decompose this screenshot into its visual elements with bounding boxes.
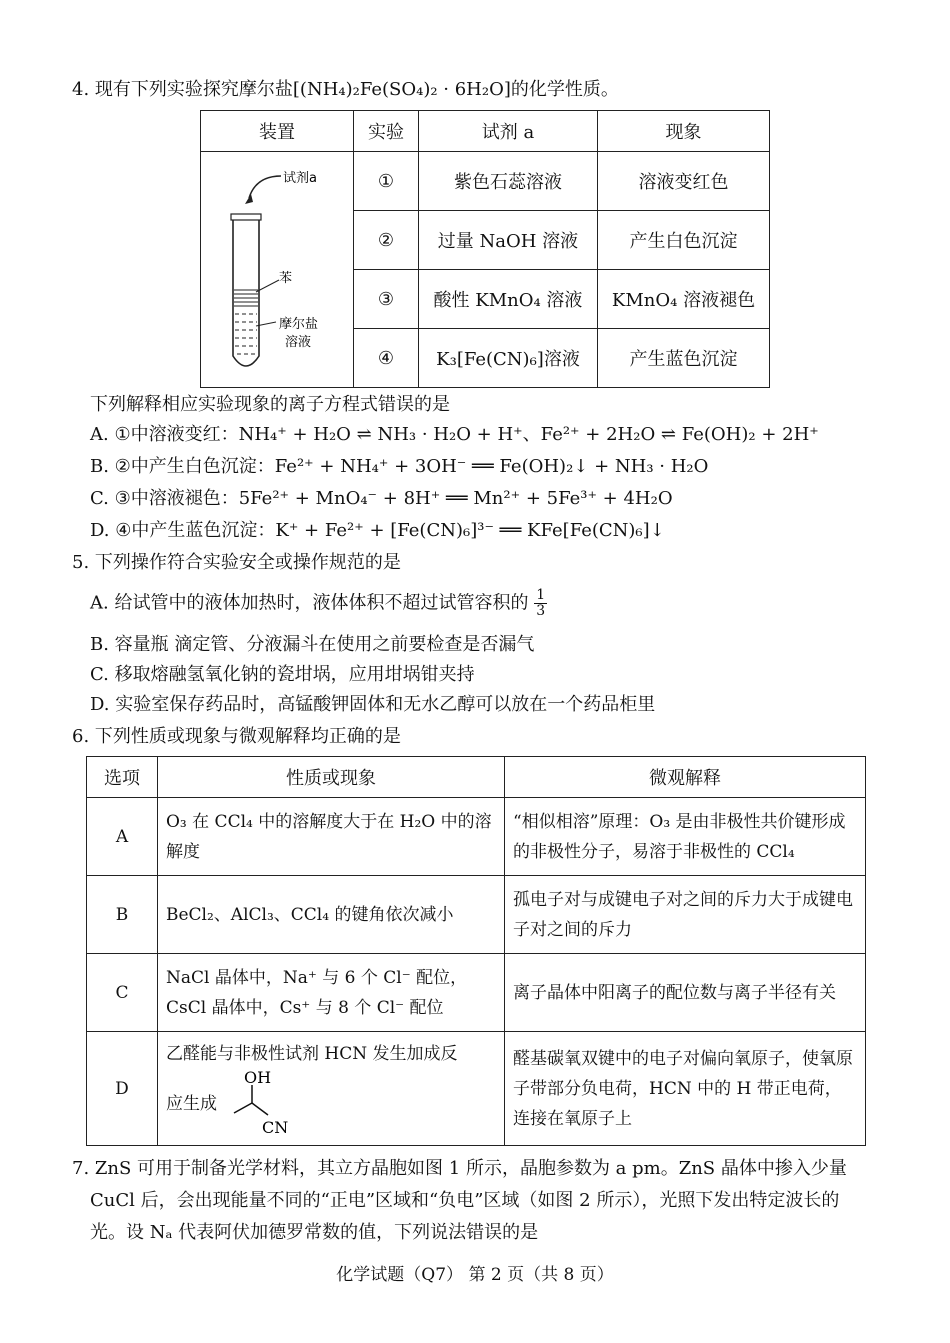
option-d-prefix: 应生成 xyxy=(166,1093,217,1114)
option-a-property: O₃ 在 CCl₄ 中的溶解度大于在 H₂O 中的溶解度 xyxy=(158,798,505,876)
phenomenon-2: 产生白色沉淀 xyxy=(598,211,770,270)
bond-ch3-c xyxy=(234,1103,252,1113)
header-reagent: 试剂 a xyxy=(419,111,598,152)
fraction-one-third xyxy=(534,588,547,619)
q6-stem: 6. 下列性质或现象与微观解释均正确的是 xyxy=(72,726,401,747)
reagent-3: 酸性 KMnO₄ 溶液 xyxy=(419,270,598,329)
q4-option-d: D. ④中产生蓝色沉淀：K⁺ + Fe²⁺ + [Fe(CN)₆]³⁻ ══ KFe[Fe(CN)₆]↓ xyxy=(90,520,665,541)
fraction-denominator: 3 xyxy=(536,603,546,619)
q5-option-b: B. 容量瓶 滴定管、分液漏斗在使用之前要检查是否漏气 xyxy=(90,634,535,655)
option-d-structure-line xyxy=(166,1069,496,1139)
option-d-property xyxy=(158,1032,505,1146)
solution-layer xyxy=(235,314,257,354)
q5-option-a xyxy=(90,588,547,619)
q5-stem: 5. 下列操作符合实验安全或操作规范的是 xyxy=(72,552,401,573)
fraction-numerator: 1 xyxy=(536,587,546,603)
test-tube xyxy=(233,220,259,366)
header-phenomenon: 现象 xyxy=(598,111,770,152)
header-property: 性质或现象 xyxy=(158,757,505,798)
option-a-label: A xyxy=(87,798,158,876)
exp-num-2: ② xyxy=(354,211,419,270)
q4-table xyxy=(200,110,770,388)
q6-row-a xyxy=(87,798,866,876)
option-d-explanation: 醛基碳氧双键中的电子对偏向氧原子，使氧原子带部分负电荷，HCN 中的 H 带正电荷，连接在氧原子上 xyxy=(505,1032,866,1146)
header-apparatus: 装置 xyxy=(201,111,354,152)
oh-group: OH xyxy=(244,1068,272,1087)
q4-option-c: C. ③中溶液褪色：5Fe²⁺ + MnO₄⁻ + 8H⁺ ══ Mn²⁺ + 5Fe³⁺ + 4H₂O xyxy=(90,488,673,509)
phenomenon-3: KMnO₄ 溶液褪色 xyxy=(598,270,770,329)
apparatus-cell xyxy=(201,152,354,388)
q5-option-d: D. 实验室保存药品时，高锰酸钾固体和无水乙醇可以放在一个药品柜里 xyxy=(90,694,656,715)
tube-rim xyxy=(231,214,261,220)
q7-line-2: CuCl 后，会出现能量不同的“正电”区域和“负电”区域（如图 2 所示），光照下发出特定波长的 xyxy=(90,1190,840,1211)
q5-option-a-text: A. 给试管中的液体加热时，液体体积不超过试管容积的 xyxy=(90,592,529,614)
header-experiment: 实验 xyxy=(354,111,419,152)
solution-label-1: 摩尔盐 xyxy=(279,316,319,332)
exp-num-4: ④ xyxy=(354,329,419,388)
q7-line-3: 光。设 Nₐ 代表阿伏加德罗常数的值，下列说法错误的是 xyxy=(90,1222,539,1243)
reagent-label: 试剂a xyxy=(283,170,317,186)
option-c-explanation: 离子晶体中阳离子的配位数与离子半径有关 xyxy=(505,954,866,1032)
header-explanation: 微观解释 xyxy=(505,757,866,798)
q4-row-1 xyxy=(201,152,770,211)
q4-header-row xyxy=(201,111,770,152)
q4-question: 下列解释相应实验现象的离子方程式错误的是 xyxy=(90,394,450,415)
q6-row-c xyxy=(87,954,866,1032)
solution-label-2: 溶液 xyxy=(285,334,312,350)
option-c-property: NaCl 晶体中，Na⁺ 与 6 个 Cl⁻ 配位，CsCl 晶体中，Cs⁺ 与 8 个 Cl⁻ 配位 xyxy=(158,954,505,1032)
option-d-property-line1: 乙醛能与非极性试剂 HCN 发生加成反 xyxy=(166,1043,458,1064)
q6-header-row xyxy=(87,757,866,798)
reagent-arrow xyxy=(249,176,281,198)
q5-option-c: C. 移取熔融氢氧化钠的瓷坩埚，应用坩埚钳夹持 xyxy=(90,664,475,685)
reagent-4: K₃[Fe(CN)₆]溶液 xyxy=(419,329,598,388)
q4-stem: 4. 现有下列实验探究摩尔盐[(NH₄)₂Fe(SO₄)₂ · 6H₂O]的化学性质。 xyxy=(72,79,619,100)
option-b-explanation: 孤电子对与成键电子对之间的斥力大于成键电子对之间的斥力 xyxy=(505,876,866,954)
q6-row-b xyxy=(87,876,866,954)
page-footer: 化学试题（Q7） 第 2 页（共 8 页） xyxy=(336,1265,614,1285)
q4-option-b: B. ②中产生白色沉淀：Fe²⁺ + NH₄⁺ + 3OH⁻ ══ Fe(OH)₂↓ + NH₃ · H₂O xyxy=(90,456,709,477)
phenomenon-1: 溶液变红色 xyxy=(598,152,770,211)
cyanohydrin-structure xyxy=(228,1069,298,1139)
option-d-label: D xyxy=(87,1032,158,1146)
option-b-property: BeCl₂、AlCl₃、CCl₄ 的键角依次减小 xyxy=(158,876,505,954)
arrow-head xyxy=(245,194,253,204)
header-option: 选项 xyxy=(87,757,158,798)
q7-line-1: 7. ZnS 可用于制备光学材料，其立方晶胞如图 1 所示，晶胞参数为 a pm。ZnS 晶体中掺入少量 xyxy=(72,1158,847,1179)
phenomenon-4: 产生蓝色沉淀 xyxy=(598,329,770,388)
reagent-1: 紫色石蕊溶液 xyxy=(419,152,598,211)
exp-num-1: ① xyxy=(354,152,419,211)
option-c-label: C xyxy=(87,954,158,1032)
q4-option-a: A. ①中溶液变红：NH₄⁺ + H₂O ⇌ NH₃ · H₂O + H⁺、Fe²⁺ + 2H₂O ⇌ Fe(OH)₂ + 2H⁺ xyxy=(90,424,819,445)
reagent-2: 过量 NaOH 溶液 xyxy=(419,211,598,270)
benzene-layer xyxy=(234,290,258,306)
option-a-explanation: “相似相溶”原理：O₃ 是由非极性共价键形成的非极性分子，易溶于非极性的 CCl₄ xyxy=(505,798,866,876)
cn-group: CN xyxy=(262,1117,289,1137)
exp-num-3: ③ xyxy=(354,270,419,329)
q6-table xyxy=(86,756,866,1146)
option-b-label: B xyxy=(87,876,158,954)
bond-c-cn xyxy=(252,1103,268,1115)
q6-row-d xyxy=(87,1032,866,1146)
benzene-label: 苯 xyxy=(279,270,293,286)
test-tube-diagram xyxy=(201,156,351,384)
